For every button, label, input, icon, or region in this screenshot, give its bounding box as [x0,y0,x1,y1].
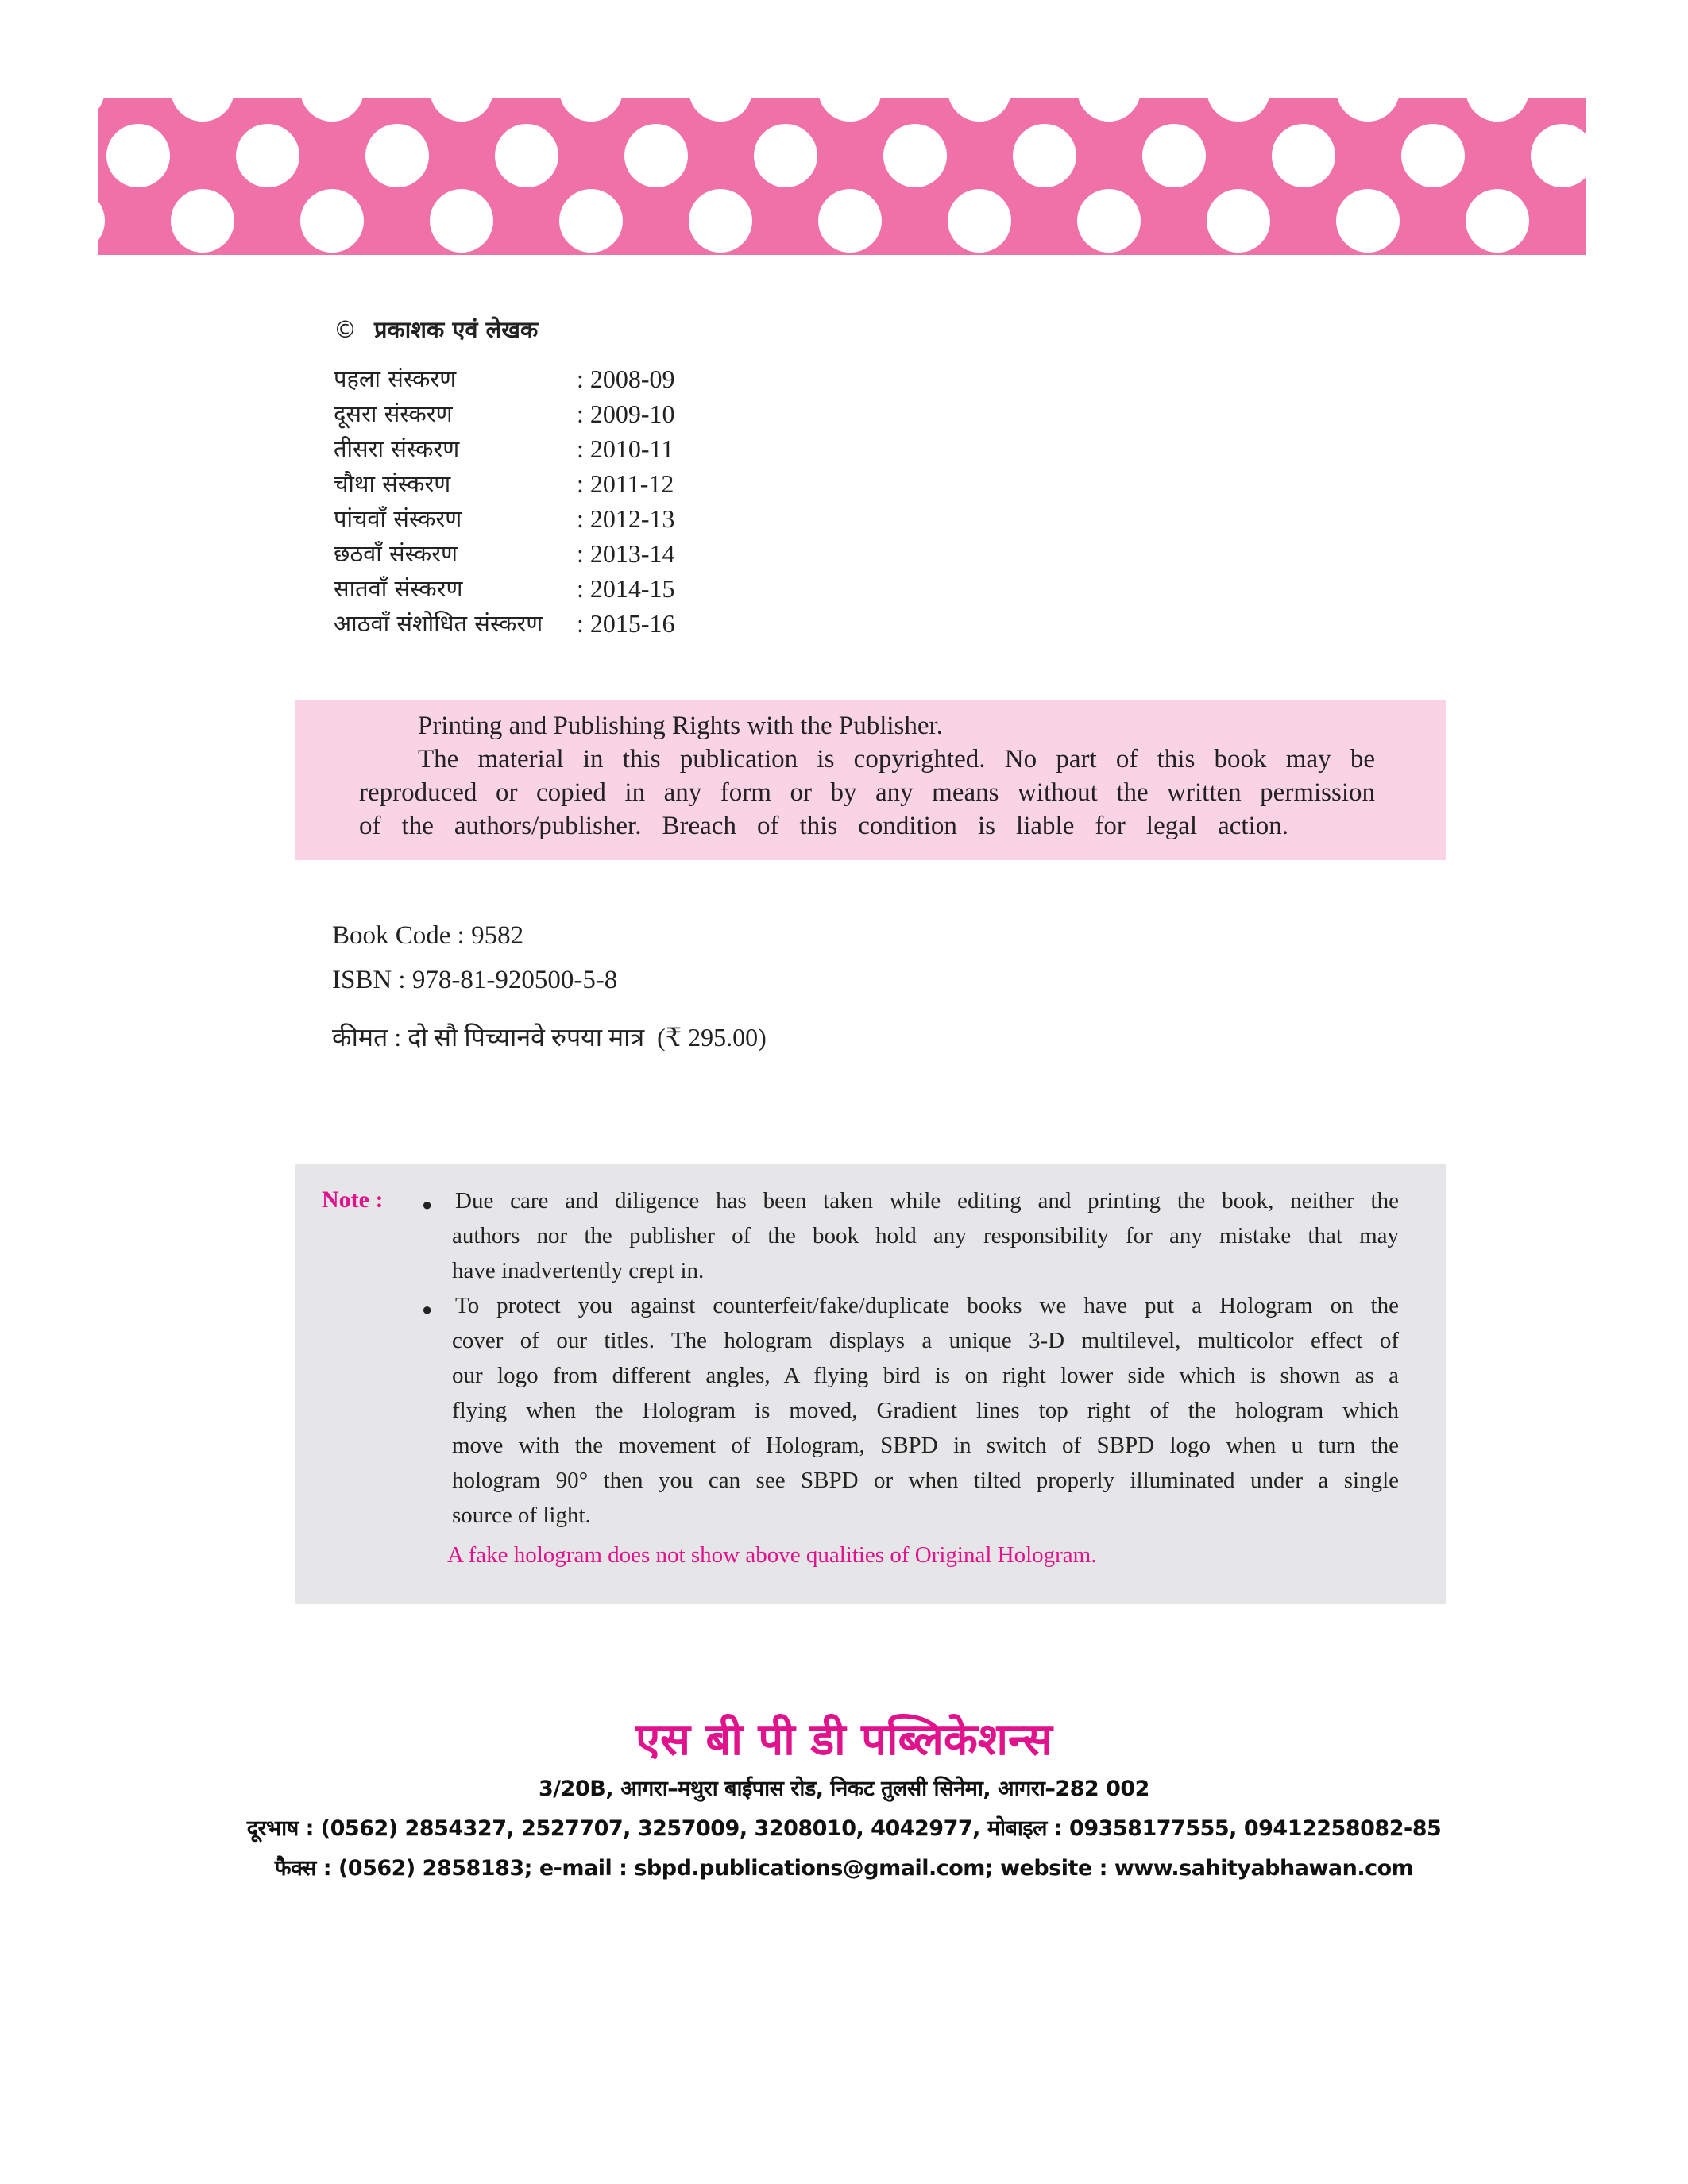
note-line: Due care and diligence has been taken while editing and printing the book, neither the [455,1188,1399,1214]
isbn: ISBN : 978-81-920500-5-8 [332,966,618,994]
copyright-holder: प्रकाशक एवं लेखक [374,316,539,343]
rights-line: The material in this publication is copyrighted. No part of this book may be [418,745,1375,774]
publisher-name: एस बी पी डी पब्लिकेशन्स [635,1714,1053,1765]
publisher-address: 3/20B, आगरा–मथुरा बाईपास रोड, निकट तुलसी सिनेमा, आगरा–282 002 [539,1777,1149,1801]
edition-row [334,396,747,431]
book-code: Book Code : 9582 [332,921,524,950]
edition-year: : 2008-09 [577,365,675,393]
note-label: Note : [322,1187,384,1213]
note-line: have inadvertently crept in. [452,1258,705,1283]
publisher-contact: फैक्स : (0562) 2858183; e-mail : sbpd.publications@gmail.com; website : www.sahityabhawan.com [274,1856,1414,1881]
bullet-icon: ● [422,1194,433,1214]
note-line: our logo from different angles, A flying bird is on right lower side which is shown as a [452,1363,1399,1388]
note-line: move with the movement of Hologram, SBPD in switch of SBPD logo when u turn the [452,1433,1399,1458]
note-line: source of light. [452,1503,591,1528]
bullet-icon: ● [422,1299,433,1319]
note-box [295,1164,1446,1604]
polka-dot-banner [98,98,1586,255]
edition-row [334,466,747,501]
copyright-symbol: © [334,316,357,343]
rights-box [295,700,1446,860]
edition-row [334,571,747,606]
edition-row [334,536,747,571]
edition-year: : 2013-14 [577,539,675,568]
copyright-line [334,314,538,345]
edition-row [334,606,747,641]
note-line: authors nor the publisher of the book hold any responsibility for any mistake that may [452,1223,1399,1248]
edition-label: पांचवाँ संस्करण [334,505,462,532]
edition-label: सातवाँ संस्करण [334,575,463,602]
edition-row [334,431,747,466]
edition-label: चौथा संस्करण [334,470,451,497]
edition-year: : 2009-10 [577,399,675,428]
edition-label: छठवाँ संस्करण [334,540,458,567]
note-line: cover of our titles. The hologram displays a unique 3-D multilevel, multicolor effect of [452,1328,1399,1353]
edition-year: : 2010-11 [577,434,674,463]
rights-line: Printing and Publishing Rights with the Publisher. [418,712,943,740]
edition-year: : 2015-16 [577,609,675,638]
edition-label: पहला संस्करण [334,365,457,392]
rights-line: of the authors/publisher. Breach of this condition is liable for legal action. [359,812,1288,840]
edition-label: दूसरा संस्करण [334,400,453,427]
price: कीमत : दो सौ पिच्यानवे रुपया मात्र (₹ 295.00) [332,1023,767,1051]
edition-label: आठवाँ संशोधित संस्करण [334,610,543,637]
fake-hologram-warning: A fake hologram does not show above qualities of Original Hologram. [447,1542,1097,1568]
edition-year: : 2012-13 [577,504,675,533]
edition-year: : 2014-15 [577,574,675,603]
edition-row [334,501,747,536]
publisher-phone: दूरभाष : (0562) 2854327, 2527707, 3257009, 3208010, 4042977, मोबाइल : 09358177555, 09412258082-85 [246,1816,1442,1841]
edition-row [334,361,747,396]
note-line: hologram 90° then you can see SBPD or when tilted properly illuminated under a single [452,1468,1399,1493]
rights-line: reproduced or copied in any form or by any means without the written permission [359,778,1375,807]
edition-label: तीसरा संस्करण [334,435,460,462]
note-line: To protect you against counterfeit/fake/duplicate books we have put a Hologram on the [455,1293,1399,1318]
note-line: flying when the Hologram is moved, Gradient lines top right of the hologram which [452,1398,1399,1423]
edition-year: : 2011-12 [577,469,674,498]
